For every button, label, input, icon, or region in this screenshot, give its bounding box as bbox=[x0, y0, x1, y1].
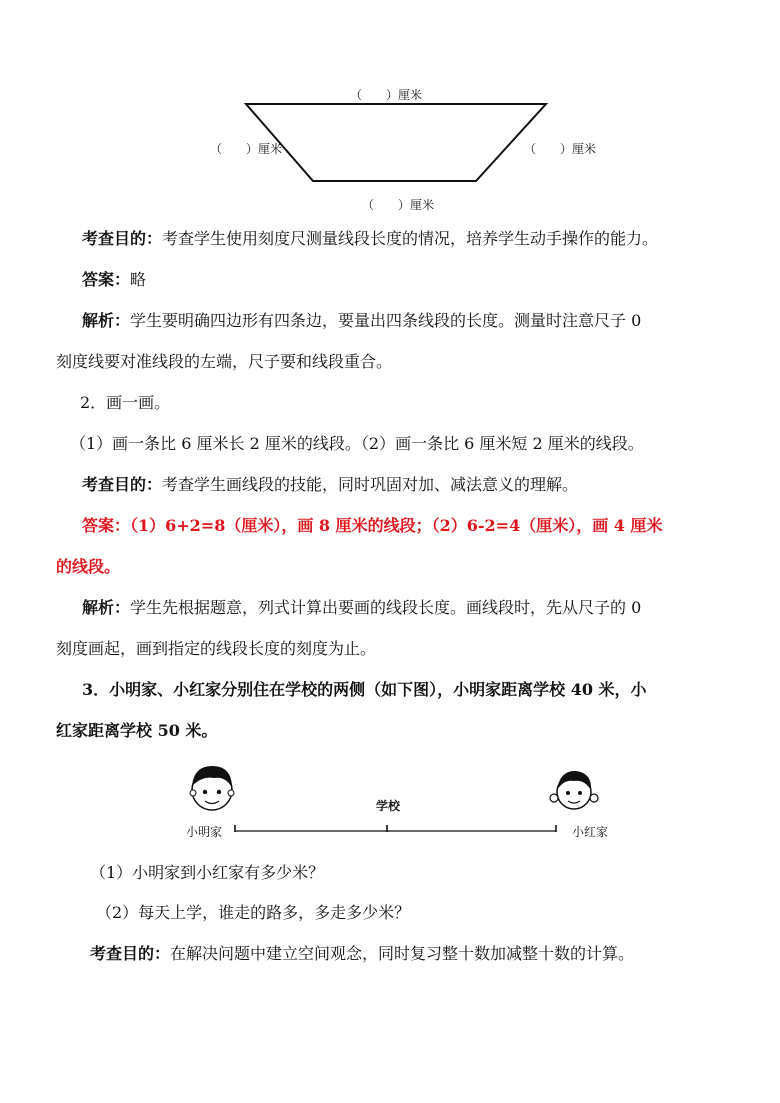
q3-purpose-label: 考查目的： bbox=[90, 944, 171, 963]
trapezoid-top-label: （ ）厘米 bbox=[350, 88, 423, 102]
q1-purpose-label: 考查目的： bbox=[82, 229, 163, 248]
q2-answer-line1: 答案：（1）6+2=8（厘米），画 8 厘米的线段；（2）6-2=4（厘米），画 4 厘米 bbox=[82, 516, 663, 535]
q3-sub2: （2）每天上学，谁走的路多，多走多少米？ bbox=[96, 903, 411, 922]
q2-title: 2．画一画。 bbox=[80, 393, 171, 412]
q3-purpose bbox=[90, 937, 760, 971]
q3-title-line1: 3．小明家、小红家分别住在学校的两侧（如下图），小明家距离学校 40 米，小 bbox=[82, 680, 647, 699]
q2-analysis-text1: 学生先根据题意，列式计算出要画的线段长度。画线段时，先从尺子的 0 bbox=[130, 598, 642, 617]
q2-analysis-label: 解析： bbox=[82, 598, 131, 617]
q1-analysis-text1: 学生要明确四边形有四条边，要量出四条线段的长度。测量时注意尺子 0 bbox=[130, 311, 642, 330]
trapezoid-left-label: （ ）厘米 bbox=[210, 142, 283, 156]
school-label: 学校 bbox=[376, 799, 401, 813]
q1-answer-label: 答案： bbox=[82, 270, 131, 289]
q3-purpose-text: 在解决问题中建立空间观念，同时复习整十数加减整十数的计算。 bbox=[170, 944, 635, 963]
q2-analysis-line2: 刻度画起，画到指定的线段长度的刻度为止。 bbox=[56, 639, 377, 658]
girl-icon bbox=[550, 771, 598, 809]
xiaohong-home-label: 小红家 bbox=[572, 825, 609, 839]
trapezoid-bottom-label: （ ）厘米 bbox=[362, 198, 435, 212]
q3-sub1: （1）小明家到小红家有多少米？ bbox=[90, 863, 325, 882]
q2-subquestions: （1）画一条比 6 厘米长 2 厘米的线段。（2）画一条比 6 厘米短 2 厘米的线段。 bbox=[70, 434, 644, 453]
q2-answer-line2: 的线段。 bbox=[56, 557, 121, 576]
q3-title-line2: 红家距离学校 50 米。 bbox=[56, 721, 218, 740]
q1-answer-text: 略 bbox=[130, 270, 147, 289]
q1-analysis-line2: 刻度线要对准线段的左端，尺子要和线段重合。 bbox=[56, 352, 393, 371]
q1-purpose-text: 考查学生使用刻度尺测量线段长度的情况，培养学生动手操作的能力。 bbox=[162, 229, 659, 248]
boy-icon bbox=[190, 766, 234, 810]
q2-purpose-text: 考查学生画线段的技能，同时巩固对加、减法意义的理解。 bbox=[162, 475, 579, 494]
trapezoid-right-label: （ ）厘米 bbox=[524, 142, 597, 156]
q1-analysis-label: 解析： bbox=[82, 311, 131, 330]
xiaoming-home-label: 小明家 bbox=[186, 825, 223, 839]
q2-purpose-label: 考查目的： bbox=[82, 475, 163, 494]
